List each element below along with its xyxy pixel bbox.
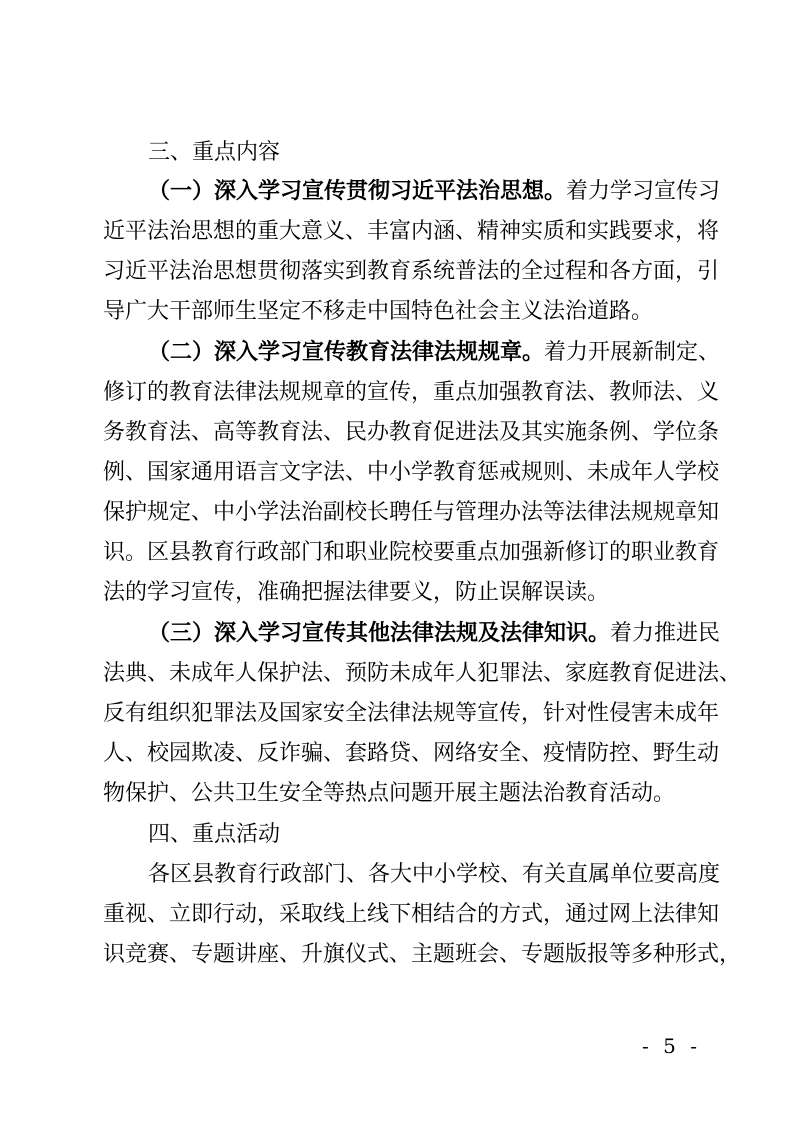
section-heading-4: 四、重点活动 [148,822,281,847]
paragraph-line: 识。区县教育行政部门和职业院校要重点加强新修订的职业教育 [103,540,720,565]
paragraph-line: 例、国家通用语言文字法、中小学教育惩戒规则、未成年人学校 [103,460,720,485]
item-title-3: （三）深入学习宣传其他法律法规及法律知识。 [148,621,611,646]
paragraph-line: 识竞赛、专题讲座、升旗仪式、主题班会、专题版报等多种形式， [103,942,742,967]
paragraph-text: 着力推进民 [610,621,721,646]
paragraph-line: 导广大干部师生坚定不移走中国特色社会主义法治道路。 [103,299,654,324]
paragraph-text: 着力学习宣传习 [566,179,721,204]
paragraph-line: 务教育法、高等教育法、民办教育促进法及其实施条例、学位条 [103,420,720,445]
paragraph-line: 修订的教育法律法规规章的宣传，重点加强教育法、教师法、义 [103,380,720,405]
section-heading-3: 三、重点内容 [148,140,281,165]
paragraph-line: 习近平法治思想贯彻落实到教育系统普法的全过程和各方面，引 [103,259,720,284]
paragraph-text: 着力开展新制定、 [544,340,721,365]
item-title-2: （二）深入学习宣传教育法律法规规章。 [148,340,545,365]
paragraph-line [148,176,721,208]
paragraph-line: 重视、立即行动，采取线上线下相结合的方式，通过网上法律知 [103,902,720,927]
paragraph-line [148,618,721,650]
paragraph-line: 各区县教育行政部门、各大中小学校、有关直属单位要高度 [148,862,721,887]
paragraph-line: 近平法治思想的重大意义、丰富内涵、精神实质和实践要求，将 [103,219,720,244]
item-title-1: （一）深入学习宣传贯彻习近平法治思想。 [148,179,567,204]
page-number: - 5 - [642,1034,701,1058]
paragraph-line [148,337,721,369]
paragraph-line: 法的学习宣传，准确把握法律要义，防止误解误读。 [103,580,610,605]
paragraph-line: 法典、未成年人保护法、预防未成年人犯罪法、家庭教育促进法、 [103,661,742,686]
paragraph-line: 反有组织犯罪法及国家安全法律法规等宣传，针对性侵害未成年 [103,701,720,726]
paragraph-line: 保护规定、中小学法治副校长聘任与管理办法等法律法规规章知 [103,500,720,525]
paragraph-line: 物保护、公共卫生安全等热点问题开展主题法治教育活动。 [103,781,676,806]
paragraph-line: 人、校园欺凌、反诈骗、套路贷、网络安全、疫情防控、野生动 [103,741,720,766]
